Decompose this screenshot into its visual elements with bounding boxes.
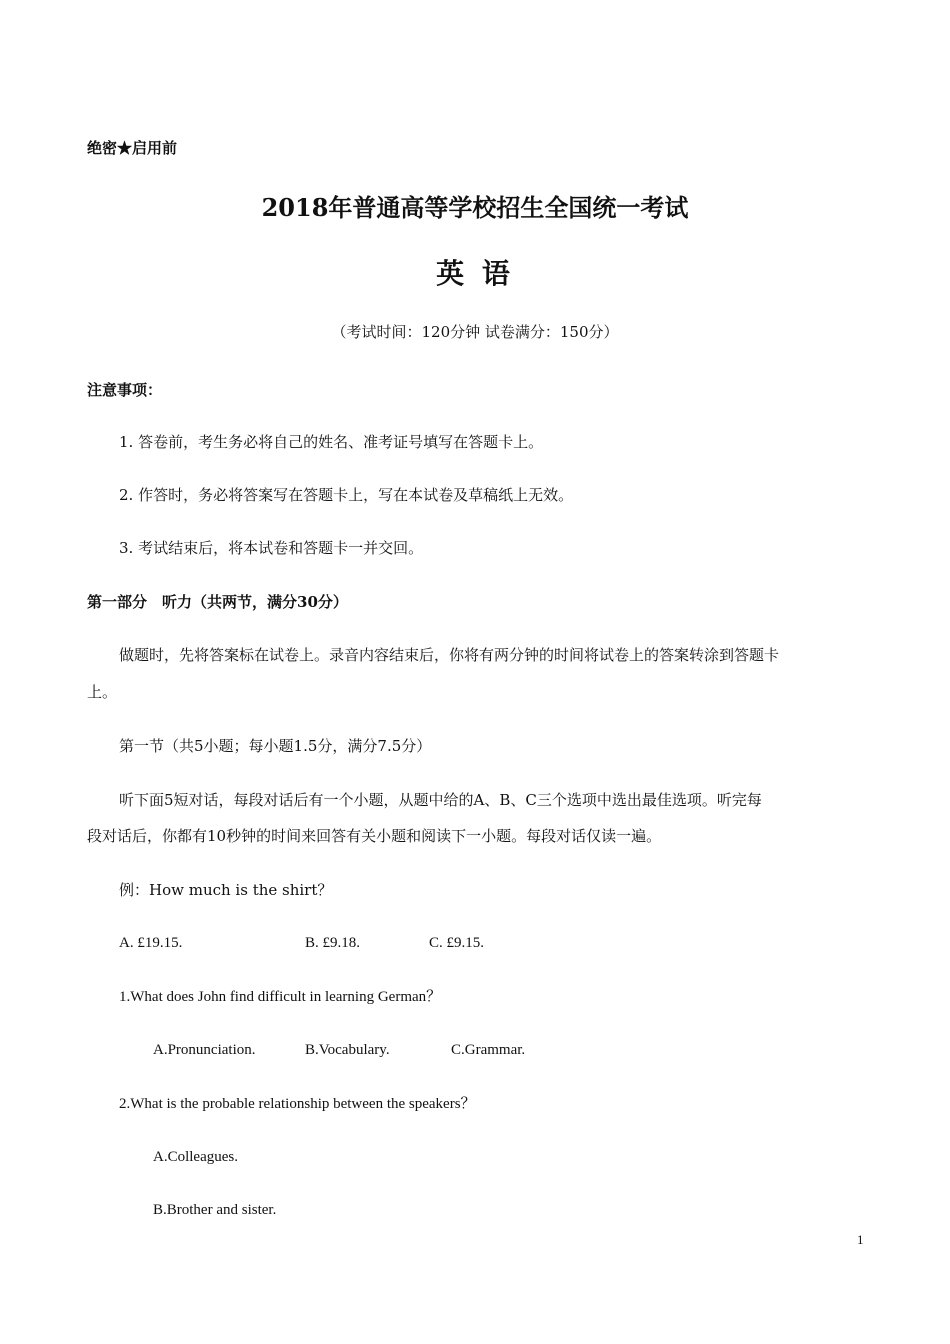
question-1-option-b: B.Vocabulary. (305, 1042, 390, 1058)
note-item-1: 1. 答卷前，考生务必将自己的姓名、准考证号填写在答题卡上。 (119, 433, 544, 451)
question-2-option-b: B.Brother and sister. (153, 1202, 277, 1218)
note-item-3: 3. 考试结束后，将本试卷和答题卡一并交回。 (119, 539, 424, 557)
example-option-a: A. £19.15. (119, 935, 183, 951)
exam-title: 2018年普通高等学校招生全国统一考试 (261, 193, 689, 222)
part1-intro-line2: 上。 (87, 683, 118, 701)
subject-title: 英 语 (436, 257, 514, 290)
section1-instructions-line1: 听下面5短对话，每段对话后有一个小题，从题中给的A、B、C三个选项中选出最佳选项。听完每 (119, 791, 762, 809)
page-number: 1 (857, 1232, 864, 1247)
exam-info: （考试时间：120分钟 试卷满分：150分） (331, 323, 619, 341)
note-item-2: 2. 作答时，务必将答案写在答题卡上，写在本试卷及草稿纸上无效。 (119, 486, 574, 504)
example-question: 例：How much is the shirt？ (119, 881, 333, 899)
part1-intro-line1: 做题时，先将答案标在试卷上。录音内容结束后，你将有两分钟的时间将试卷上的答案转涂到答题卡 (119, 646, 780, 664)
section1-heading: 第一节（共5小题；每小题1.5分，满分7.5分） (119, 737, 432, 755)
example-option-c: C. £9.15. (429, 935, 485, 951)
section1-instructions-line2: 段对话后，你都有10秒钟的时间来回答有关小题和阅读下一小题。每段对话仅读一遍。 (87, 827, 662, 845)
question-1-option-c: C.Grammar. (451, 1042, 526, 1058)
question-2: 2.What is the probable relationship between the speakers？ (119, 1096, 476, 1112)
question-1-option-a: A.Pronunciation. (153, 1042, 256, 1058)
secret-mark: 绝密★启用前 (87, 139, 178, 157)
question-1: 1.What does John find difficult in learning German？ (119, 989, 442, 1005)
question-2-option-a: A.Colleagues. (153, 1149, 238, 1165)
example-option-b: B. £9.18. (305, 935, 361, 951)
part1-heading: 第一部分 听力（共两节，满分30分） (87, 593, 348, 611)
notes-heading: 注意事项： (87, 381, 163, 399)
